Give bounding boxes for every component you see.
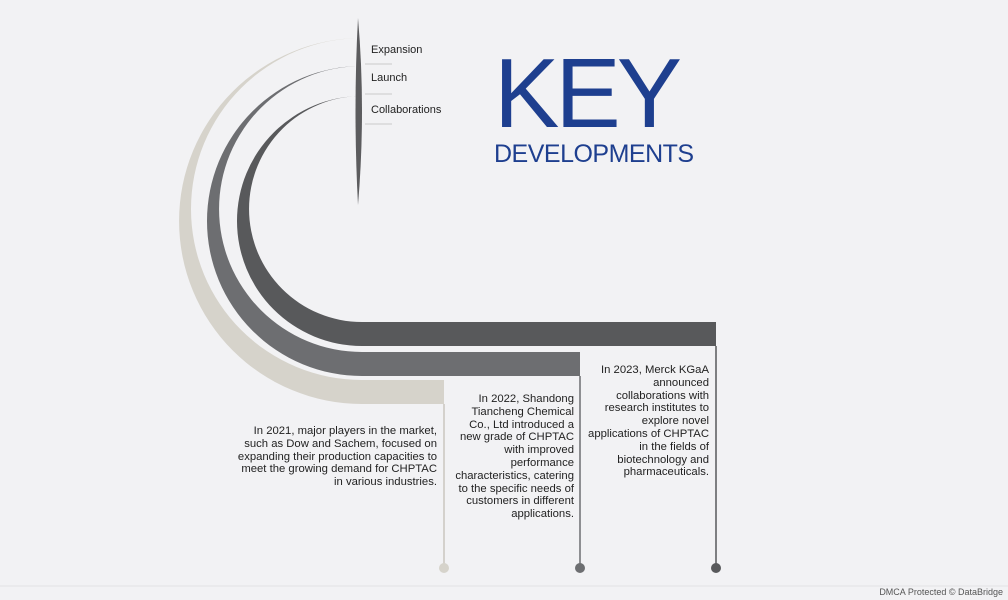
title-key: KEY	[494, 38, 679, 148]
band-fin	[356, 18, 363, 205]
footer-copyright: DMCA Protected © DataBridge	[879, 587, 1003, 597]
label-collaborations: Collaborations	[371, 104, 442, 116]
dot-2021	[439, 563, 449, 573]
development-2021: In 2021, major players in the market, such as Dow and Sachem, focused on expanding their production capacities to meet the growing demand for CHPTAC in various industries.	[237, 425, 437, 489]
label-launch: Launch	[371, 72, 408, 84]
dot-2023	[711, 563, 721, 573]
title-developments: DEVELOPMENTS	[494, 140, 694, 168]
development-2023: In 2023, Merck KGaA announced collaborations with research institutes to explore novel applications of CHPTAC in the fields of biotechnology and pharmaceuticals.	[588, 364, 709, 479]
dot-2022	[575, 563, 585, 573]
label-expansion: Expansion	[371, 44, 423, 56]
development-2022: In 2022, Shandong Tiancheng Chemical Co., Ltd introduced a new grade of CHPTAC with improved performance characteristics, catering to the specific needs of customers in different applications.	[455, 393, 574, 521]
